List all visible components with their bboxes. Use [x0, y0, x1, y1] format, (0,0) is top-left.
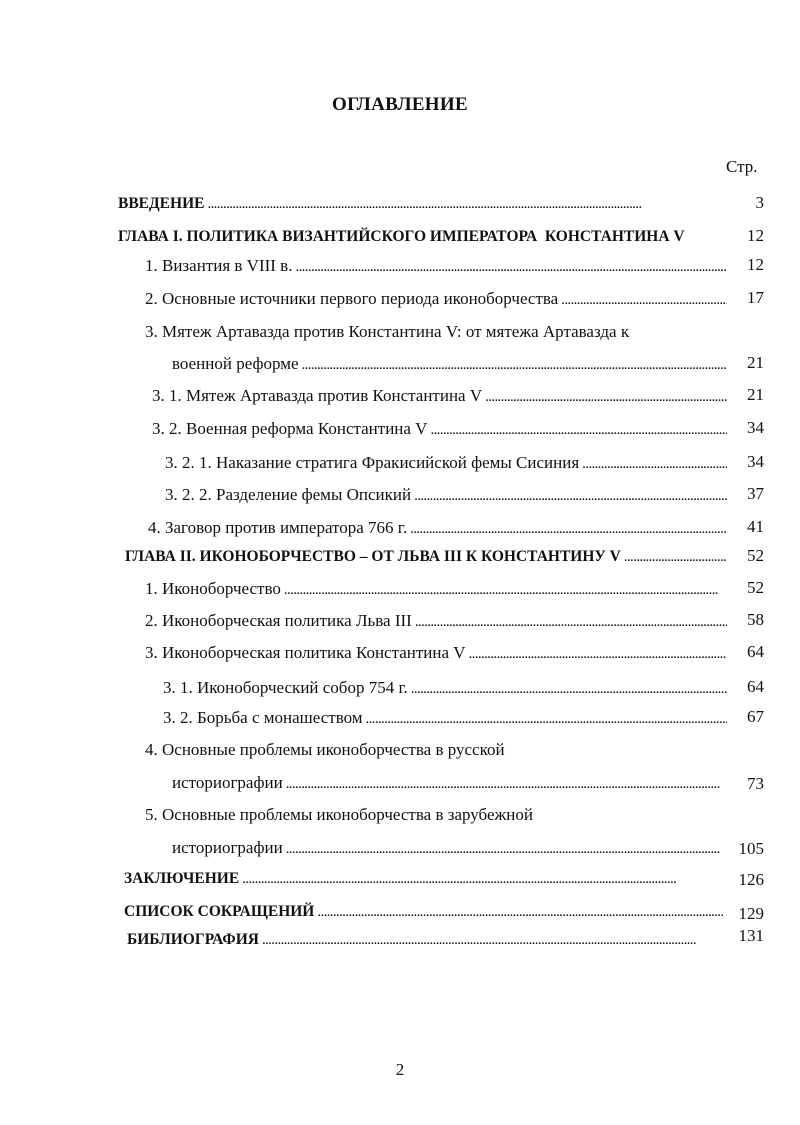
toc-entry-label: 3. 2. 2. Разделение фемы Опсикий	[165, 485, 412, 504]
toc-entry-1-4[interactable]	[148, 517, 730, 540]
toc-entry-label: 1. Византия в VIII в.	[145, 256, 293, 275]
toc-page-number: 73	[747, 774, 764, 793]
toc-entry-2-1[interactable]	[145, 578, 730, 601]
leader-dots	[286, 838, 727, 860]
toc-page-number: 58	[747, 610, 764, 629]
toc-entry-label: 2. Основные источники первого периода иконоборчества	[145, 289, 559, 308]
leader-dots	[415, 611, 727, 633]
leader-dots	[295, 256, 727, 278]
leader-dots	[286, 773, 727, 795]
toc-entry-label: ГЛАВА I. ПОЛИТИКА ВИЗАНТИЙСКОГО ИМПЕРАТОРА КОНСТАНТИНА V	[118, 228, 685, 245]
toc-entry-label: 3. 1. Мятеж Артавазда против Константина V	[152, 386, 483, 405]
leader-dots	[561, 289, 727, 311]
toc-page-number: 12	[747, 226, 764, 245]
leader-dots	[582, 453, 727, 475]
leader-dots	[284, 579, 727, 601]
leader-dots	[242, 868, 727, 890]
page-number: 2	[395, 1060, 405, 1079]
leader-dots	[317, 901, 723, 923]
toc-entry-2-2[interactable]	[145, 610, 730, 633]
toc-entry-introduction[interactable]	[118, 193, 730, 215]
leader-dots	[410, 518, 727, 540]
leader-dots	[411, 678, 727, 700]
toc-entry-conclusion[interactable]	[124, 868, 730, 890]
toc-entry-2-3[interactable]	[145, 642, 730, 665]
toc-page-number: 131	[738, 926, 764, 945]
toc-entry-label: 3. Иконоборческая политика Константина V	[145, 643, 466, 662]
toc-entry-label: 1. Иконоборчество	[145, 579, 281, 598]
leader-dots	[262, 929, 720, 951]
leader-dots	[207, 193, 727, 215]
toc-page-number: 64	[747, 677, 764, 696]
toc-entry-label: 4. Заговор против императора 766 г.	[148, 518, 408, 537]
toc-entry-label-continuation: историографии	[172, 838, 283, 857]
toc-page-number: 52	[747, 578, 764, 597]
toc-page-number: 67	[747, 707, 764, 726]
leader-dots	[414, 485, 727, 507]
leader-dots	[485, 386, 727, 408]
toc-page-number: 21	[747, 353, 764, 372]
leader-dots	[430, 419, 727, 441]
toc-entry-label: 4. Основные проблемы иконоборчества в русской	[145, 740, 505, 759]
toc-page-number: 34	[747, 418, 764, 437]
toc-entry-1-3-1[interactable]	[152, 385, 730, 408]
toc-entry-2-3-2[interactable]	[163, 707, 730, 730]
toc-page-number: 52	[747, 546, 764, 565]
toc-entry-label: 3. 2. Военная реформа Константина V	[152, 419, 428, 438]
toc-entry-label: ВВЕДЕНИЕ	[118, 195, 205, 212]
toc-entry-1-1[interactable]	[145, 255, 730, 278]
toc-entry-label: 3. 2. Борьба с монашеством	[163, 708, 363, 727]
toc-entry-1-3-2-1[interactable]	[165, 452, 730, 475]
toc-page-number: 129	[738, 904, 764, 923]
toc-entry-abbreviations[interactable]	[124, 901, 726, 923]
toc-page-number: 105	[738, 839, 764, 858]
toc-entry-label: 3. 1. Иконоборческий собор 754 г.	[163, 678, 408, 697]
toc-page-number: 126	[738, 870, 764, 889]
page-title: ОГЛАВЛЕНИЕ	[332, 94, 468, 115]
toc-page-number: 64	[747, 642, 764, 661]
toc-entry-bibliography[interactable]	[127, 929, 723, 951]
toc-entry-label: СПИСОК СОКРАЩЕНИЙ	[124, 903, 315, 920]
toc-entry-label: ЗАКЛЮЧЕНИЕ	[124, 870, 240, 887]
toc-entry-label: ГЛАВА II. ИКОНОБОРЧЕСТВО – ОТ ЛЬВА III К КОНСТАНТИНУ V	[125, 548, 621, 565]
leader-dots	[366, 708, 727, 730]
toc-page-number: 41	[747, 517, 764, 536]
toc-page-number: 37	[747, 484, 764, 503]
toc-entry-label: 3. Мятеж Артавазда против Константина V: от мятежа Артавазда к	[145, 322, 630, 341]
pages-column-label: Стр.	[726, 157, 758, 176]
toc-page-number: 34	[747, 452, 764, 471]
toc-entry-2-5-continuation[interactable]	[172, 837, 730, 860]
toc-page-number: 12	[747, 255, 764, 274]
toc-entry-1-3[interactable]	[145, 321, 629, 343]
toc-entry-chapter-1[interactable]	[118, 226, 685, 248]
toc-entry-label: 2. Иконоборческая политика Льва III	[145, 611, 412, 630]
leader-dots	[302, 354, 727, 376]
toc-entry-1-2[interactable]	[145, 288, 730, 311]
toc-entry-label-continuation: военной реформе	[172, 354, 299, 373]
toc-entry-chapter-2[interactable]	[125, 546, 730, 568]
toc-entry-2-4[interactable]	[145, 739, 505, 761]
toc-page-number: 3	[755, 193, 764, 212]
toc-entry-label: 5. Основные проблемы иконоборчества в зарубежной	[145, 805, 533, 824]
toc-entry-1-3-continuation[interactable]	[172, 353, 730, 376]
toc-entry-2-3-1[interactable]	[163, 677, 730, 700]
toc-entry-label-continuation: историографии	[172, 773, 283, 792]
toc-entry-2-4-continuation[interactable]	[172, 772, 730, 795]
toc-entry-label: БИБЛИОГРАФИЯ	[127, 931, 259, 948]
toc-page-number: 21	[747, 385, 764, 404]
toc-entry-2-5[interactable]	[145, 804, 533, 826]
toc-entry-1-3-2-2[interactable]	[165, 484, 730, 507]
toc-entry-1-3-2[interactable]	[152, 418, 730, 441]
leader-dots	[469, 643, 727, 665]
toc-entry-label: 3. 2. 1. Наказание стратига Фракисийской фемы Сисиния	[165, 453, 580, 472]
toc-page-number: 17	[747, 288, 764, 307]
leader-dots	[624, 546, 727, 568]
